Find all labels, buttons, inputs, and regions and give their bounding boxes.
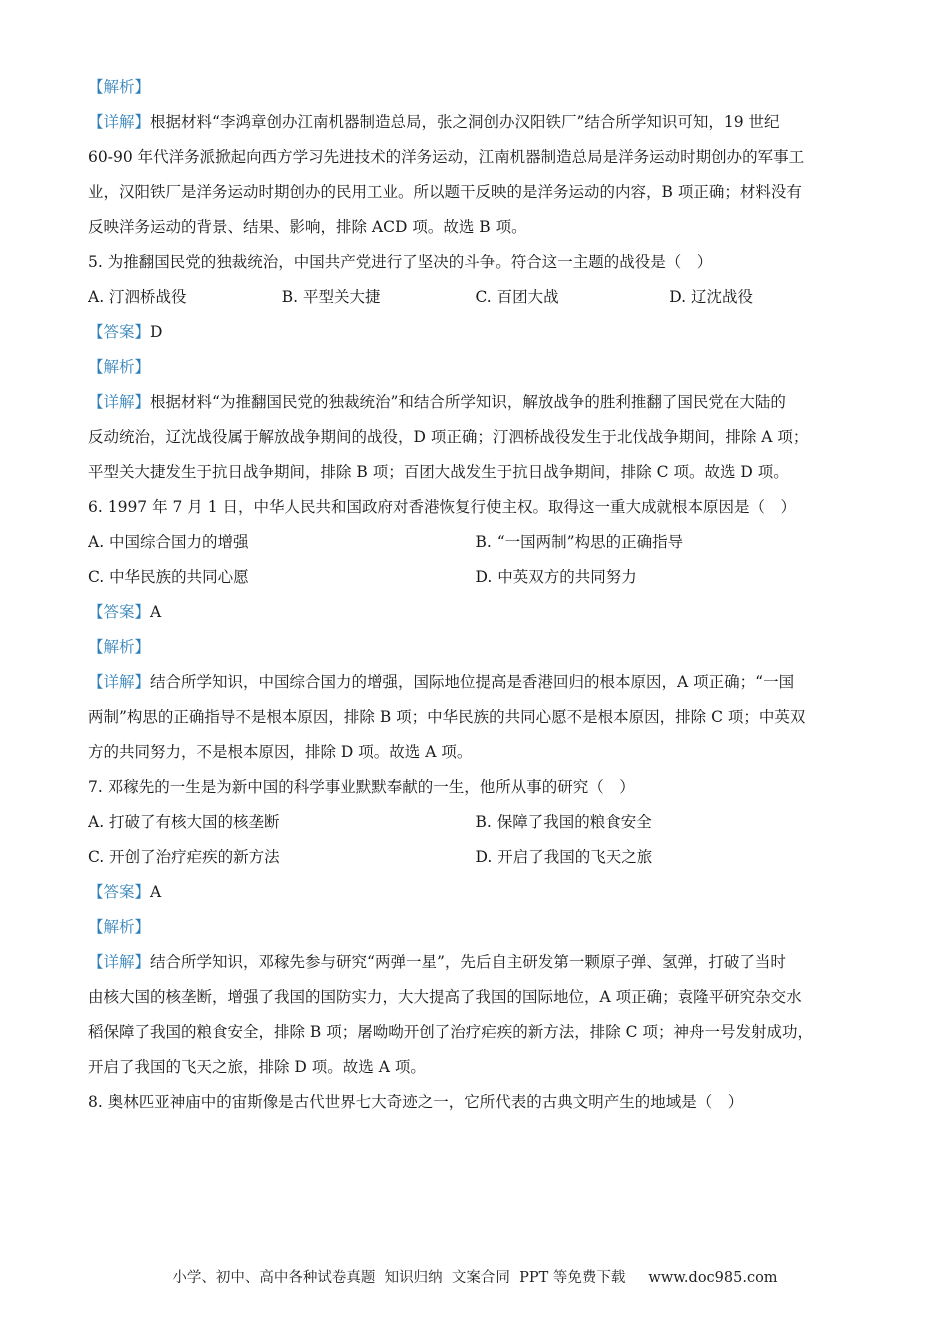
- answer-value: D: [150, 323, 163, 341]
- answer-tag: 【答案】: [88, 323, 151, 341]
- option-c: C. 中华民族的共同心愿: [88, 568, 249, 586]
- detail-text: 业，汉阳铁厂是洋务运动时期创办的民用工业。所以题干反映的是洋务运动的内容，B 项正确；材料没有: [88, 183, 802, 201]
- option-d: D. 开启了我国的飞天之旅: [475, 848, 653, 866]
- option-a: A. 汀泗桥战役: [88, 288, 187, 306]
- document-body: [88, 70, 863, 1120]
- option-a: A. 打破了有核大国的核垄断: [88, 813, 280, 831]
- detail-text: 由核大国的核垄断，增强了我国的国防实力，大大提高了我国的国际地位，A 项正确；袁隆平研究杂交水: [88, 988, 802, 1006]
- q4-detail-line: [88, 105, 863, 140]
- q6-analysis-line: [88, 630, 863, 665]
- detail-tag: 【详解】: [88, 113, 151, 131]
- q5-answer-line: [88, 315, 863, 350]
- q7-analysis-line: [88, 910, 863, 945]
- q6-options-row2: [88, 560, 863, 595]
- detail-text: 稻保障了我国的粮食安全，排除 B 项；屠呦呦开创了治疗疟疾的新方法，排除 C 项；神舟一号发射成功，: [88, 1023, 813, 1041]
- q5-options: [88, 280, 863, 315]
- detail-tag: 【详解】: [88, 393, 151, 411]
- q6-answer-line: [88, 595, 863, 630]
- q7-options-row1: [88, 805, 863, 840]
- analysis-tag: 【解析】: [88, 78, 151, 96]
- answer-value: A: [150, 883, 162, 901]
- option-a: A. 中国综合国力的增强: [88, 533, 249, 551]
- option-b: B. “一国两制”构思的正确指导: [475, 533, 684, 551]
- q7-detail-line: [88, 980, 863, 1015]
- q7-detail-line: [88, 1050, 863, 1085]
- q5-detail-line: [88, 455, 863, 490]
- detail-text: 两制”构思的正确指导不是根本原因，排除 B 项；中华民族的共同心愿不是根本原因，排除 C 项；中英双: [88, 708, 806, 726]
- detail-tag: 【详解】: [88, 953, 151, 971]
- q4-detail-line: [88, 175, 863, 210]
- detail-text: 根据材料“为推翻国民党的独裁统治”和结合所学知识，解放战争的胜利推翻了国民党在大陆的: [150, 393, 786, 411]
- answer-value: A: [150, 603, 162, 621]
- q4-detail-line: [88, 140, 863, 175]
- q5-detail-line: [88, 385, 863, 420]
- q7-detail-line: [88, 945, 863, 980]
- option-c: C. 开创了治疗疟疾的新方法: [88, 848, 280, 866]
- q8-stem: 8. 奥林匹亚神庙中的宙斯像是古代世界七大奇迹之一，它所代表的古典文明产生的地域是（ ）: [88, 1093, 744, 1111]
- q6-options-row1: [88, 525, 863, 560]
- analysis-tag: 【解析】: [88, 358, 151, 376]
- q7-answer-line: [88, 875, 863, 910]
- option-d: D. 辽沈战役: [669, 288, 753, 306]
- page-footer: 小学、初中、高中各种试卷真题 知识归纳 文案合同 PPT 等免费下载 www.doc985.com: [172, 1270, 778, 1286]
- q7-stem: 7. 邓稼先的一生是为新中国的科学事业默默奉献的一生，他所从事的研究（ ）: [88, 778, 635, 796]
- detail-text: 根据材料“李鸿章创办江南机器制造总局，张之洞创办汉阳铁厂”结合所学知识可知，19 世纪: [150, 113, 780, 131]
- answer-tag: 【答案】: [88, 603, 151, 621]
- option-c: C. 百团大战: [475, 288, 559, 306]
- q4-analysis-line: [88, 70, 863, 105]
- q6-detail-line: [88, 700, 863, 735]
- detail-text: 60-90 年代洋务派掀起向西方学习先进技术的洋务运动，江南机器制造总局是洋务运动时期创办的军事工: [88, 148, 805, 166]
- analysis-tag: 【解析】: [88, 918, 151, 936]
- detail-text: 方的共同努力，不是根本原因，排除 D 项。故选 A 项。: [88, 743, 473, 761]
- q6-stem: 6. 1997 年 7 月 1 日，中华人民共和国政府对香港恢复行使主权。取得这一重大成就根本原因是（ ）: [88, 498, 797, 516]
- option-b: B. 平型关大捷: [281, 288, 381, 306]
- option-d: D. 中英双方的共同努力: [475, 568, 637, 586]
- q4-detail-line: [88, 210, 863, 245]
- option-b: B. 保障了我国的粮食安全: [475, 813, 652, 831]
- q6-detail-line: [88, 665, 863, 700]
- detail-text: 反动统治，辽沈战役属于解放战争期间的战役，D 项正确；汀泗桥战役发生于北伐战争期间，排除 A 项；: [88, 428, 809, 446]
- detail-text: 结合所学知识，中国综合国力的增强，国际地位提高是香港回归的根本原因，A 项正确；“一国: [150, 673, 795, 691]
- q7-options-row2: [88, 840, 863, 875]
- detail-text: 结合所学知识，邓稼先参与研究“两弹一星”，先后自主研发第一颗原子弹、氢弹，打破了当时: [150, 953, 786, 971]
- q5-detail-line: [88, 420, 863, 455]
- detail-text: 平型关大捷发生于抗日战争期间，排除 B 项；百团大战发生于抗日战争期间，排除 C 项。故选 D 项。: [88, 463, 789, 481]
- q6-detail-line: [88, 735, 863, 770]
- detail-text: 反映洋务运动的背景、结果、影响，排除 ACD 项。故选 B 项。: [88, 218, 527, 236]
- q5-analysis-line: [88, 350, 863, 385]
- analysis-tag: 【解析】: [88, 638, 151, 656]
- q7-detail-line: [88, 1015, 863, 1050]
- detail-tag: 【详解】: [88, 673, 151, 691]
- detail-text: 开启了我国的飞天之旅，排除 D 项。故选 A 项。: [88, 1058, 426, 1076]
- answer-tag: 【答案】: [88, 883, 151, 901]
- q5-stem: 5. 为推翻国民党的独裁统治，中国共产党进行了坚决的斗争。符合这一主题的战役是（ ）: [88, 253, 713, 271]
